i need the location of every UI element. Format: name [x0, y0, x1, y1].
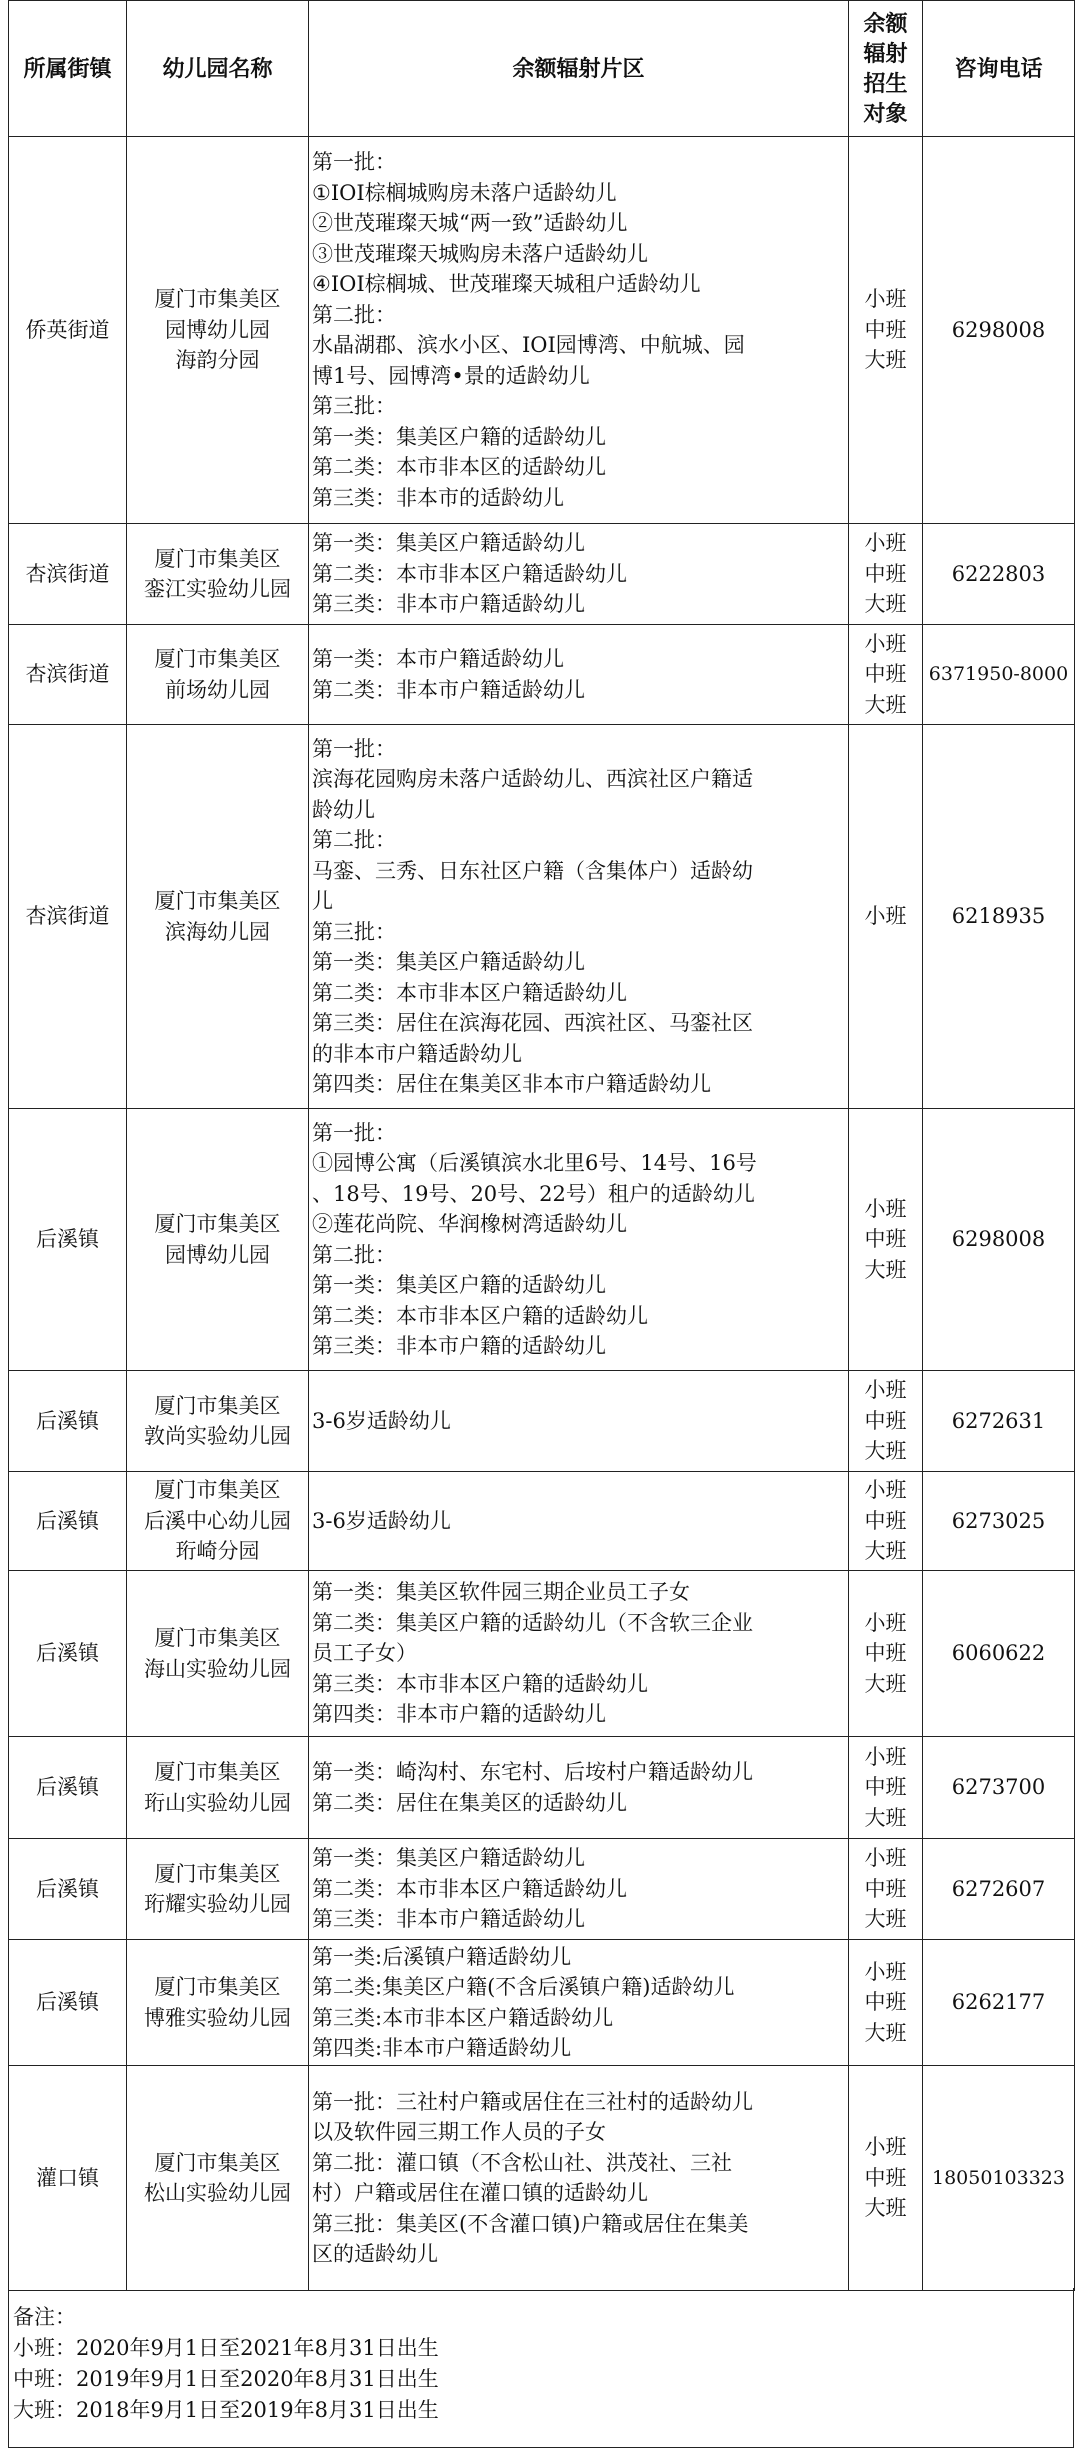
area-line: 第一类：集美区户籍适龄幼儿 — [312, 1846, 585, 1871]
area-line: 马銮、三秀、日东社区户籍（含集体户）适龄幼 — [312, 858, 753, 883]
area-line: 第二类：本市非本区户籍适龄幼儿 — [312, 1876, 627, 1901]
header-target-text: 余额辐射招生对象 — [863, 10, 908, 127]
target-line: 中班 — [864, 1641, 907, 1666]
kindergarten-name-cell — [127, 524, 309, 625]
area-line: 第三类：非本市户籍适龄幼儿 — [312, 1907, 585, 1932]
table-row — [9, 1371, 1075, 1472]
kindergarten-name-line: 厦门市集美区 — [154, 889, 281, 913]
target-line: 中班 — [864, 662, 907, 687]
target-line: 中班 — [864, 2165, 907, 2190]
kindergarten-name-line: 滨海幼儿园 — [165, 919, 270, 944]
street-cell: 侨英街道 — [9, 137, 127, 524]
area-line: 以及软件园三期工作人员的子女 — [312, 2120, 606, 2144]
target-cell — [849, 1839, 923, 1940]
kindergarten-name-line: 珩耀实验幼儿园 — [144, 1892, 291, 1916]
target-line: 大班 — [864, 692, 907, 717]
area-cell — [309, 1109, 849, 1371]
table-row — [9, 2066, 1075, 2291]
table-header-row — [9, 1, 1075, 137]
area-line: 第一类：集美区户籍的适龄幼儿 — [312, 424, 606, 449]
kindergarten-name-line: 厦门市集美区 — [154, 1760, 281, 1784]
table-row — [9, 524, 1075, 625]
street-cell: 后溪镇 — [9, 1371, 127, 1472]
target-line: 大班 — [864, 1439, 907, 1464]
target-line: 中班 — [864, 1408, 907, 1433]
kindergarten-name-line: 园博幼儿园 — [165, 1242, 270, 1267]
area-line: 区的适龄幼儿 — [312, 2242, 438, 2266]
phone-cell: 6298008 — [923, 137, 1075, 524]
kindergarten-name-line: 海山实验幼儿园 — [144, 1656, 291, 1681]
kindergarten-name-line: 厦门市集美区 — [154, 1861, 281, 1886]
kindergarten-name-cell — [127, 725, 309, 1109]
kindergarten-name-line: 厦门市集美区 — [154, 2150, 281, 2175]
area-line: 第二类：非本市户籍适龄幼儿 — [312, 677, 585, 702]
kindergarten-name-line: 厦门市集美区 — [154, 1626, 281, 1650]
phone-cell: 6273025 — [923, 1472, 1075, 1571]
kindergarten-name-line: 厦门市集美区 — [154, 1212, 281, 1236]
kindergarten-name-line: 厦门市集美区 — [154, 1478, 281, 1503]
target-cell — [849, 524, 923, 625]
area-line: 第一批： — [312, 736, 396, 761]
target-line: 小班 — [864, 904, 907, 929]
kindergarten-name-line: 銮江实验幼儿园 — [144, 577, 291, 601]
phone-cell: 6273700 — [923, 1737, 1075, 1839]
target-line: 大班 — [864, 2020, 907, 2045]
area-line: 村）户籍或居住在灌口镇的适龄幼儿 — [312, 2181, 648, 2205]
area-line: ①园博公寓（后溪镇滨水北里6号、14号、16号 — [312, 1151, 757, 1175]
street-cell: 后溪镇 — [9, 1737, 127, 1839]
area-line: 水晶湖郡、滨水小区、IOI园博湾、中航城、园 — [312, 333, 745, 357]
area-cell — [309, 524, 849, 625]
kindergarten-name-line: 厦门市集美区 — [154, 546, 281, 571]
kindergarten-name-cell — [127, 2066, 309, 2291]
area-line: 第三批：集美区(不含灌口镇)户籍或居住在集美 — [312, 2211, 749, 2236]
area-line: 第二类：本市非本区户籍的适龄幼儿 — [312, 1303, 648, 1328]
area-line: 第一批： — [312, 1120, 396, 1145]
area-line: 第一批：三社村户籍或居住在三社村的适龄幼儿 — [312, 2089, 753, 2114]
phone-cell: 6272607 — [923, 1839, 1075, 1940]
area-line: 3-6岁适龄幼儿 — [312, 1408, 451, 1433]
area-line: 员工子女） — [312, 1641, 417, 1666]
area-cell — [309, 1571, 849, 1737]
kindergarten-name-line: 珩崎分园 — [175, 1539, 260, 1564]
area-line: 第二批：灌口镇（不含松山社、洪茂社、三社 — [312, 2150, 732, 2175]
target-line: 小班 — [864, 1610, 907, 1635]
street-cell: 杏滨街道 — [9, 524, 127, 625]
phone-cell: 6218935 — [923, 725, 1075, 1109]
area-line: 第四类:非本市户籍适龄幼儿 — [312, 2036, 572, 2060]
target-cell — [849, 1571, 923, 1737]
target-line: 小班 — [864, 1478, 907, 1503]
kindergarten-name-line: 后溪中心幼儿园 — [144, 1508, 291, 1533]
area-line: 第二类：本市非本区的适龄幼儿 — [312, 455, 606, 479]
kindergarten-name-line: 敦尚实验幼儿园 — [144, 1424, 291, 1448]
target-line: 大班 — [864, 1805, 907, 1830]
area-cell — [309, 137, 849, 524]
target-line: 大班 — [864, 592, 907, 617]
area-line: 第二批： — [312, 1242, 396, 1267]
area-line: 第二批： — [312, 828, 396, 852]
area-line: 第二类:集美区户籍(不含后溪镇户籍)适龄幼儿 — [312, 1975, 735, 1999]
area-line: 第三批： — [312, 919, 396, 944]
target-line: 小班 — [864, 1846, 907, 1871]
header-street: 所属街镇 — [9, 1, 127, 137]
target-line: 大班 — [864, 1539, 907, 1564]
area-cell — [309, 1371, 849, 1472]
street-cell: 后溪镇 — [9, 1472, 127, 1571]
kindergarten-name-line: 厦门市集美区 — [154, 287, 281, 312]
target-line: 中班 — [864, 1876, 907, 1901]
area-line: 第三类：非本市户籍的适龄幼儿 — [312, 1334, 606, 1358]
header-phone: 咨询电话 — [923, 1, 1075, 137]
target-line: 中班 — [864, 1775, 907, 1800]
kindergarten-name-cell — [127, 1737, 309, 1839]
phone-cell: 6371950-8000 — [923, 625, 1075, 725]
area-line: ②莲花尚院、华润橡树湾适龄幼儿 — [312, 1212, 627, 1236]
area-line: 第一类：集美区户籍适龄幼儿 — [312, 950, 585, 974]
target-line: 小班 — [864, 1196, 907, 1221]
target-line: 大班 — [864, 1907, 907, 1932]
table-row — [9, 1737, 1075, 1839]
table-row — [9, 1472, 1075, 1571]
area-cell — [309, 2066, 849, 2291]
area-line: 第三类:本市非本区户籍适龄幼儿 — [312, 2005, 614, 2030]
target-line: 大班 — [864, 2196, 907, 2221]
notes-section — [8, 2288, 1074, 2448]
target-line: 小班 — [864, 531, 907, 556]
target-cell — [849, 725, 923, 1109]
target-line: 大班 — [864, 1257, 907, 1282]
area-line: 第三类：居住在滨海花园、西滨社区、马銮社区 — [312, 1011, 753, 1035]
target-cell — [849, 1737, 923, 1839]
kindergarten-name-line: 厦门市集美区 — [154, 1393, 281, 1418]
area-line: 第一类：崎沟村、东宅村、后垵村户籍适龄幼儿 — [312, 1760, 753, 1784]
area-line: 第三类：非本市户籍适龄幼儿 — [312, 592, 585, 617]
phone-cell: 6262177 — [923, 1940, 1075, 2066]
kindergarten-name-line: 松山实验幼儿园 — [144, 2181, 291, 2205]
area-line: 第二类：居住在集美区的适龄幼儿 — [312, 1790, 627, 1815]
area-line: ①IOI棕榈城购房未落户适龄幼儿 — [312, 180, 617, 205]
area-cell — [309, 1940, 849, 2066]
street-cell: 杏滨街道 — [9, 625, 127, 725]
area-cell — [309, 1472, 849, 1571]
area-line: 第一类：集美区户籍的适龄幼儿 — [312, 1273, 606, 1297]
phone-cell: 6298008 — [923, 1109, 1075, 1371]
kindergarten-name-cell — [127, 1109, 309, 1371]
area-line: 儿 — [312, 889, 333, 913]
street-cell: 灌口镇 — [9, 2066, 127, 2291]
street-cell: 后溪镇 — [9, 1109, 127, 1371]
phone-cell: 18050103323 — [923, 2066, 1075, 2291]
area-line: 第二类：本市非本区户籍适龄幼儿 — [312, 980, 627, 1005]
area-cell — [309, 1839, 849, 1940]
area-line: 龄幼儿 — [312, 797, 375, 822]
area-line: 第一类:后溪镇户籍适龄幼儿 — [312, 1944, 572, 1969]
target-cell — [849, 625, 923, 725]
header-target — [849, 1, 923, 137]
table-row — [9, 625, 1075, 725]
kindergarten-name-cell — [127, 625, 309, 725]
table-row — [9, 1109, 1075, 1371]
target-line: 大班 — [864, 348, 907, 373]
area-line: 3-6岁适龄幼儿 — [312, 1508, 451, 1533]
area-line: 第三类：本市非本区户籍的适龄幼儿 — [312, 1671, 648, 1696]
table-row — [9, 1839, 1075, 1940]
header-name: 幼儿园名称 — [127, 1, 309, 137]
area-line: 第四类：非本市户籍的适龄幼儿 — [312, 1702, 606, 1727]
target-line: 中班 — [864, 317, 907, 342]
phone-cell: 6272631 — [923, 1371, 1075, 1472]
kindergarten-name-line: 前场幼儿园 — [165, 677, 270, 702]
area-line: 、18号、19号、20号、22号）租户的适龄幼儿 — [312, 1181, 755, 1206]
area-line: 第四类：居住在集美区非本市户籍适龄幼儿 — [312, 1072, 711, 1096]
target-line: 大班 — [864, 1671, 907, 1696]
area-line: ②世茂璀璨天城“两一致”适龄幼儿 — [312, 211, 628, 235]
target-line: 中班 — [864, 1508, 907, 1533]
phone-cell: 6222803 — [923, 524, 1075, 625]
area-line: 第二类：集美区户籍的适龄幼儿（不含软三企业 — [312, 1610, 753, 1635]
target-cell — [849, 1472, 923, 1571]
area-line: ④IOI棕榈城、世茂璀璨天城租户适龄幼儿 — [312, 272, 701, 296]
kindergarten-name-cell — [127, 1472, 309, 1571]
kindergarten-name-cell — [127, 1940, 309, 2066]
area-line: 第三类：非本市的适龄幼儿 — [312, 485, 564, 510]
target-line: 小班 — [864, 2135, 907, 2160]
kindergarten-name-cell — [127, 137, 309, 524]
target-line: 小班 — [864, 1959, 907, 1984]
note-line: 备注： — [13, 2305, 76, 2329]
area-line: 滨海花园购房未落户适龄幼儿、西滨社区户籍适 — [312, 767, 753, 791]
table-row — [9, 725, 1075, 1109]
area-line: 第一类：本市户籍适龄幼儿 — [312, 647, 564, 671]
area-line: 第二批： — [312, 302, 396, 327]
target-line: 小班 — [864, 631, 907, 656]
target-line: 小班 — [864, 287, 907, 312]
area-line: 第一类：集美区软件园三期企业员工子女 — [312, 1580, 690, 1605]
kindergarten-name-line: 园博幼儿园 — [165, 317, 270, 342]
note-line: 中班：2019年9月1日至2020年8月31日出生 — [13, 2367, 439, 2391]
target-cell — [849, 137, 923, 524]
table-row — [9, 1940, 1075, 2066]
street-cell: 后溪镇 — [9, 1839, 127, 1940]
area-line: ③世茂璀璨天城购房未落户适龄幼儿 — [312, 241, 648, 266]
kindergarten-table — [8, 0, 1075, 2291]
target-line: 小班 — [864, 1744, 907, 1769]
street-cell: 后溪镇 — [9, 1940, 127, 2066]
area-line: 第二类：本市非本区户籍适龄幼儿 — [312, 561, 627, 586]
target-cell — [849, 1109, 923, 1371]
area-cell — [309, 725, 849, 1109]
table-row — [9, 1571, 1075, 1737]
area-line: 的非本市户籍适龄幼儿 — [312, 1041, 522, 1066]
note-line: 大班：2018年9月1日至2019年8月31日出生 — [13, 2398, 439, 2422]
area-cell — [309, 1737, 849, 1839]
target-line: 中班 — [864, 561, 907, 586]
area-line: 第三批： — [312, 394, 396, 418]
target-line: 中班 — [864, 1990, 907, 2015]
area-line: 第一批： — [312, 150, 396, 174]
target-cell — [849, 1371, 923, 1472]
kindergarten-name-line: 厦门市集美区 — [154, 1975, 281, 1999]
area-line: 博1号、园博湾•景的适龄幼儿 — [312, 363, 590, 388]
area-cell — [309, 625, 849, 725]
kindergarten-name-line: 海韵分园 — [175, 348, 260, 373]
street-cell: 杏滨街道 — [9, 725, 127, 1109]
target-cell — [849, 1940, 923, 2066]
target-line: 小班 — [864, 1378, 907, 1403]
street-cell: 后溪镇 — [9, 1571, 127, 1737]
note-line: 小班：2020年9月1日至2021年8月31日出生 — [13, 2336, 439, 2360]
kindergarten-name-cell — [127, 1371, 309, 1472]
kindergarten-name-cell — [127, 1571, 309, 1737]
area-line: 第一类：集美区户籍适龄幼儿 — [312, 531, 585, 556]
kindergarten-name-line: 博雅实验幼儿园 — [144, 2005, 291, 2030]
kindergarten-name-line: 珩山实验幼儿园 — [144, 1790, 291, 1815]
target-line: 中班 — [864, 1227, 907, 1252]
kindergarten-name-cell — [127, 1839, 309, 1940]
header-area: 余额辐射片区 — [309, 1, 849, 137]
phone-cell: 6060622 — [923, 1571, 1075, 1737]
kindergarten-name-line: 厦门市集美区 — [154, 647, 281, 671]
target-cell — [849, 2066, 923, 2291]
table-row — [9, 137, 1075, 524]
